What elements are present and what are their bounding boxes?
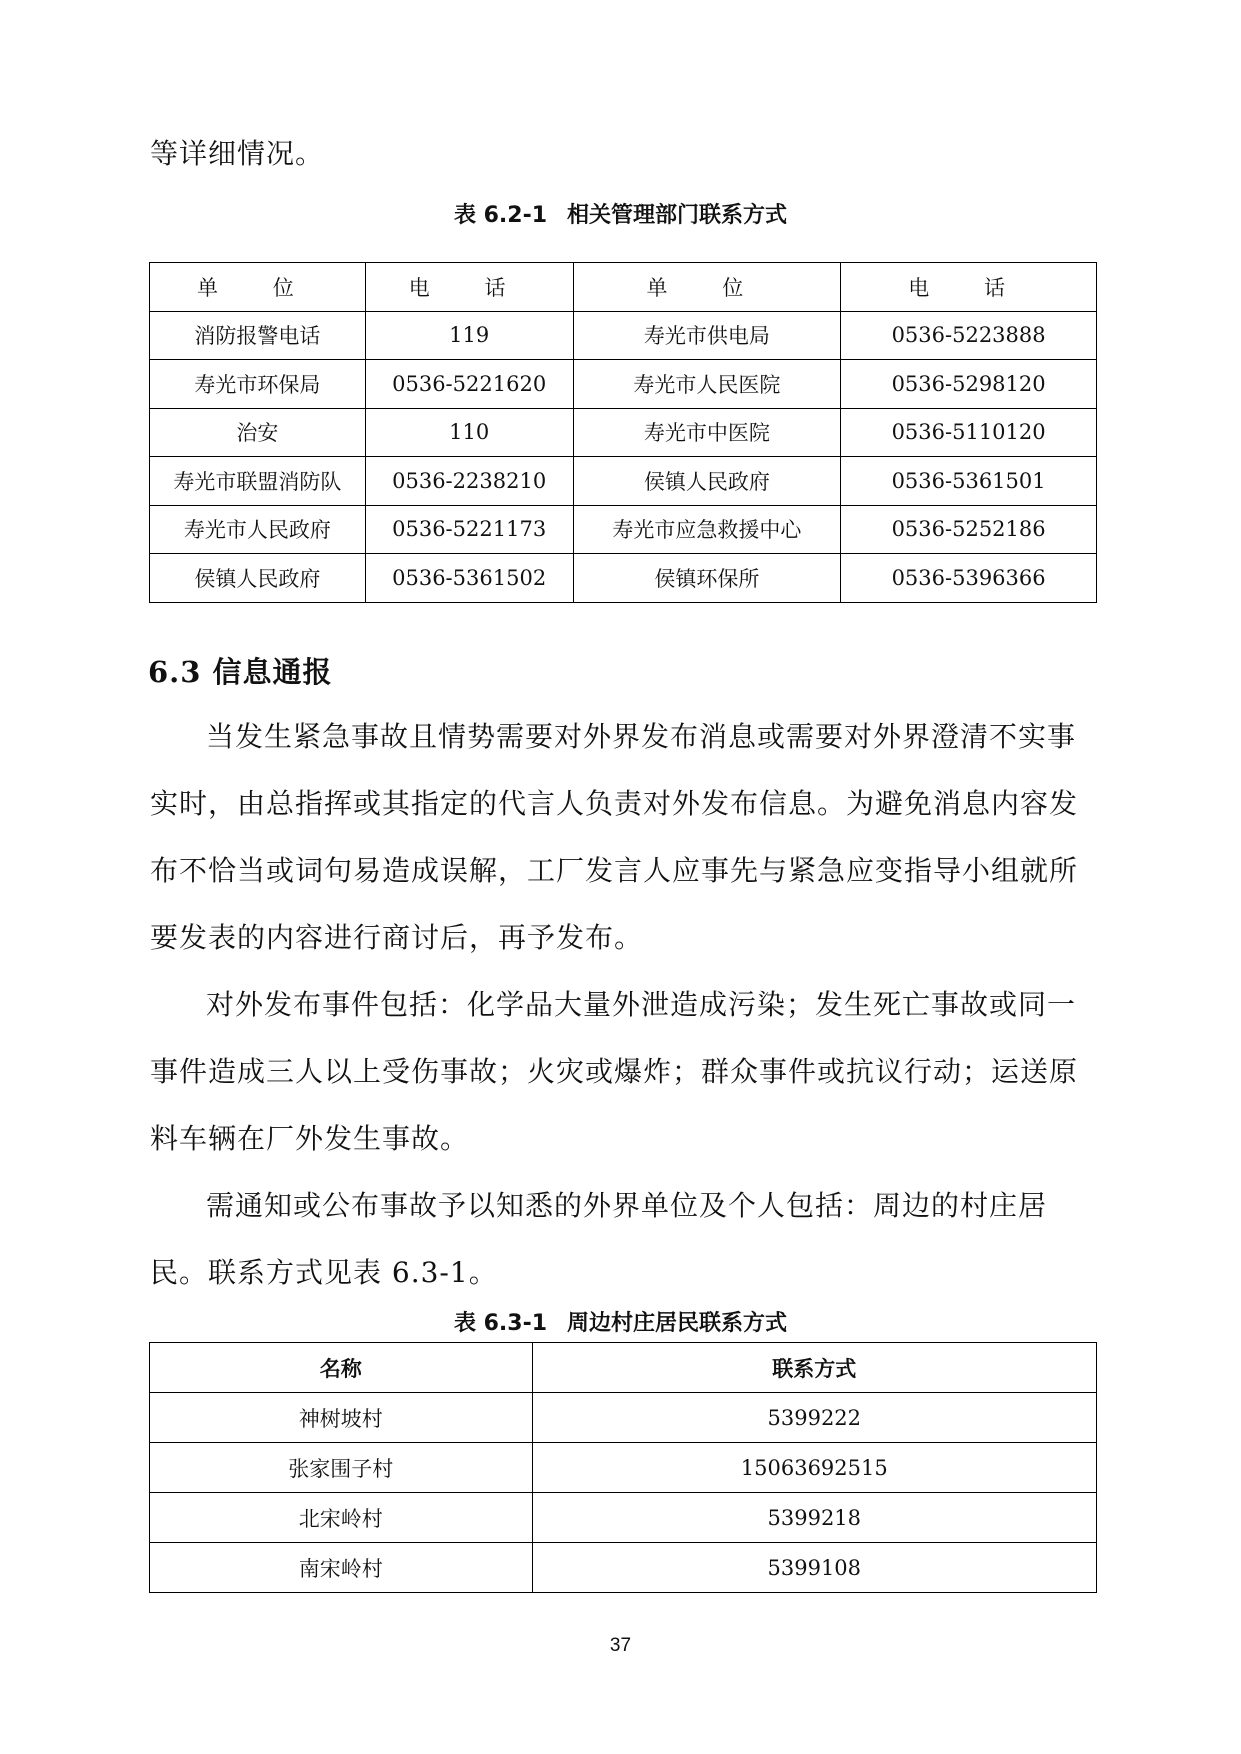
header-unit: 单 位: [150, 263, 366, 312]
village-contacts-table: [149, 1342, 1097, 1593]
village-name-cell: 张家围子村: [150, 1443, 533, 1493]
section-paragraph-3: 需通知或公布事故予以知悉的外界单位及个人包括：周边的村庄居民。联系方式见表 6.3-1。: [150, 1189, 1048, 1289]
table-header-row: [150, 1343, 1097, 1393]
table2-caption: [0, 1306, 1241, 1337]
table-row: [150, 1443, 1097, 1493]
phone-cell: 110: [365, 408, 573, 457]
table-row: [150, 311, 1097, 360]
table1-caption-title: 相关管理部门联系方式: [567, 203, 788, 228]
table-row: [150, 505, 1097, 554]
section-paragraph-2: 对外发布事件包括：化学品大量外泄造成污染；发生死亡事故或同一事件造成三人以上受伤事故；火灾或爆炸；群众事件或抗议行动；运送原料车辆在厂外发生事故。: [150, 988, 1079, 1155]
table-row: [150, 408, 1097, 457]
unit-cell: 消防报警电话: [150, 311, 366, 360]
table-row: [150, 1543, 1097, 1593]
phone-cell: 0536-5298120: [841, 360, 1097, 409]
table-row: [150, 1393, 1097, 1443]
header-unit: 单 位: [573, 263, 841, 312]
phone-cell: 0536-5110120: [841, 408, 1097, 457]
unit-cell: 侯镇环保所: [573, 554, 841, 603]
intro-tail-text: 等详细情况。: [150, 137, 325, 170]
section-heading: 6.3 信息通报: [148, 655, 333, 689]
unit-cell: 寿光市人民医院: [573, 360, 841, 409]
table-row: [150, 457, 1097, 506]
table-row: [150, 360, 1097, 409]
unit-cell: 寿光市应急救援中心: [573, 505, 841, 554]
table-header-row: [150, 263, 1097, 312]
contact-cell: 5399218: [532, 1493, 1096, 1543]
table-row: [150, 1493, 1097, 1543]
phone-cell: 0536-2238210: [365, 457, 573, 506]
phone-cell: 0536-5396366: [841, 554, 1097, 603]
table1-caption: [0, 198, 1241, 229]
table1-caption-number: 表 6.2-1: [453, 203, 548, 228]
page-number: 37: [609, 1635, 632, 1656]
table2-caption-number: 表 6.3-1: [453, 1311, 548, 1336]
village-name-cell: 神树坡村: [150, 1393, 533, 1443]
phone-cell: 0536-5221620: [365, 360, 573, 409]
unit-cell: 寿光市供电局: [573, 311, 841, 360]
village-name-cell: 南宋岭村: [150, 1543, 533, 1593]
unit-cell: 侯镇人民政府: [573, 457, 841, 506]
contact-cell: 15063692515: [532, 1443, 1096, 1493]
village-name-cell: 北宋岭村: [150, 1493, 533, 1543]
phone-cell: 0536-5252186: [841, 505, 1097, 554]
phone-cell: 119: [365, 311, 573, 360]
phone-cell: 0536-5361502: [365, 554, 573, 603]
contact-cell: 5399108: [532, 1543, 1096, 1593]
phone-cell: 0536-5221173: [365, 505, 573, 554]
unit-cell: 治安: [150, 408, 366, 457]
unit-cell: 寿光市人民政府: [150, 505, 366, 554]
unit-cell: 侯镇人民政府: [150, 554, 366, 603]
phone-cell: 0536-5361501: [841, 457, 1097, 506]
header-phone: 电 话: [365, 263, 573, 312]
department-contacts-table: [149, 262, 1097, 603]
header-contact: 联系方式: [532, 1343, 1096, 1393]
table-row: [150, 554, 1097, 603]
table2-caption-title: 周边村庄居民联系方式: [567, 1311, 788, 1336]
contact-cell: 5399222: [532, 1393, 1096, 1443]
section-paragraph-1: 当发生紧急事故且情势需要对外界发布消息或需要对外界澄清不实事实时，由总指挥或其指定的代言人负责对外发布信息。为避免消息内容发布不恰当或词句易造成误解，工厂发言人应事先与紧急应变指导小组就所要发表的内容进行商讨后，再予发布。: [150, 720, 1079, 954]
header-name: 名称: [150, 1343, 533, 1393]
unit-cell: 寿光市环保局: [150, 360, 366, 409]
unit-cell: 寿光市联盟消防队: [150, 457, 366, 506]
unit-cell: 寿光市中医院: [573, 408, 841, 457]
phone-cell: 0536-5223888: [841, 311, 1097, 360]
header-phone: 电 话: [841, 263, 1097, 312]
